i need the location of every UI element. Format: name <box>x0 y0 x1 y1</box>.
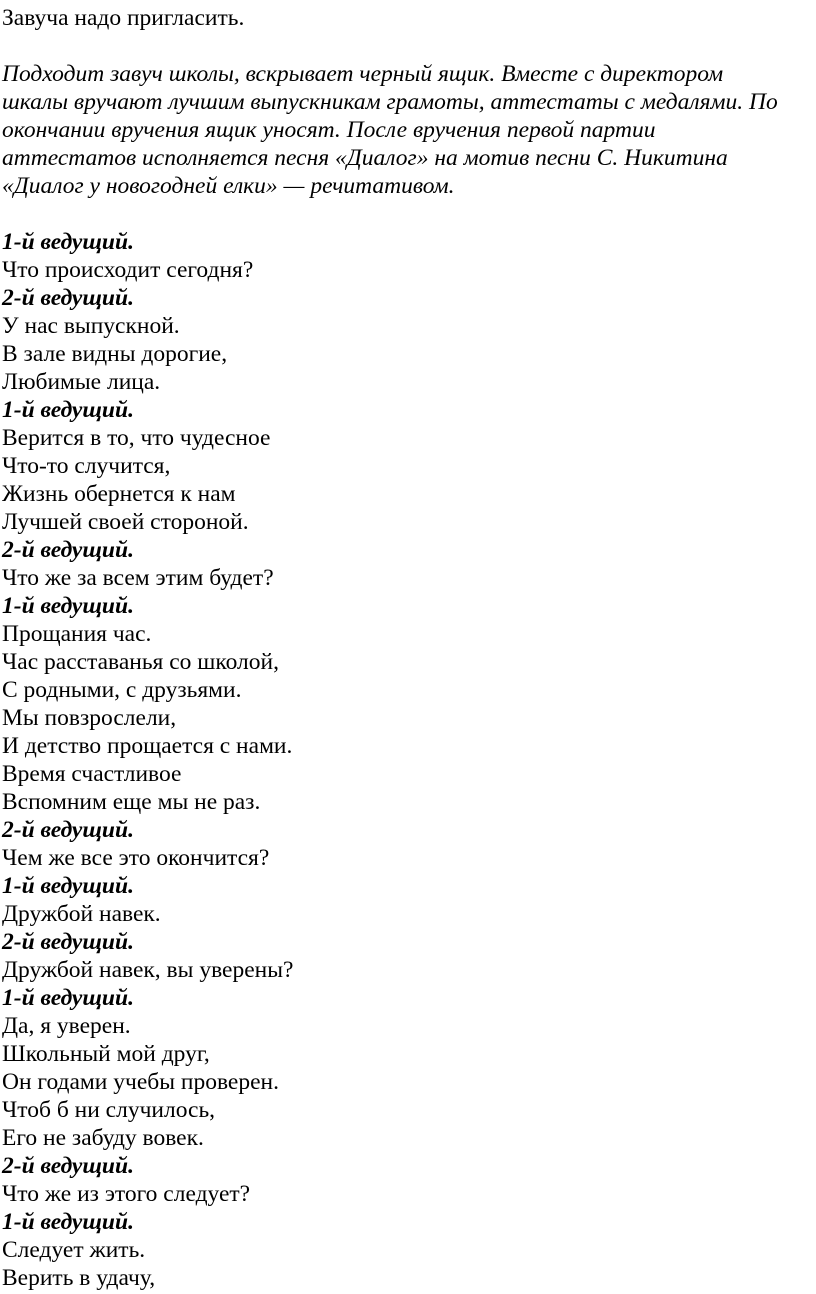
paragraph-gap <box>2 200 808 228</box>
dialogue-line: Вспомним еще мы не раз. <box>2 789 261 815</box>
dialogue-line: И детство прощается с нами. <box>2 733 293 759</box>
stage-direction-line: окончании вручения ящик уносят. После вручения первой партии <box>2 117 656 143</box>
dialogue-line: В зале видны дорогие, <box>2 341 228 367</box>
dialogue-line: Час расставанья со школой, <box>2 649 279 675</box>
dialogue-line: Жизнь обернется к нам <box>2 481 236 507</box>
speaker-label: 2-й ведущий. <box>2 1153 134 1179</box>
stage-direction <box>2 60 808 200</box>
dialogue-line: Его не забуду вовек. <box>2 1125 204 1151</box>
dialogue-line: Дружбой навек, вы уверены? <box>2 957 294 983</box>
dialogue-line: Что же из этого следует? <box>2 1181 251 1207</box>
dialogue-line: Что-то случится, <box>2 453 171 479</box>
dialogue-line: Верить в удачу, <box>2 1265 156 1291</box>
speaker-label: 2-й ведущий. <box>2 537 134 563</box>
speaker-label: 1-й ведущий. <box>2 593 134 619</box>
dialogue-line: Любимые лица. <box>2 369 161 395</box>
speaker-label: 1-й ведущий. <box>2 229 134 255</box>
dialogue-line: Мы повзрослели, <box>2 705 177 731</box>
stage-direction-line: аттестатов исполняется песня «Диалог» на мотив песни С. Никитина <box>2 145 728 171</box>
dialogue-line: С родными, с друзьями. <box>2 677 242 703</box>
dialogue-line: Верится в то, что чудесное <box>2 425 271 451</box>
dialogue-line: Чтоб б ни случилось, <box>2 1097 216 1123</box>
dialogue-line: Да, я уверен. <box>2 1013 131 1039</box>
dialogue-line: Лучшей своей стороной. <box>2 509 249 535</box>
speaker-label: 2-й ведущий. <box>2 817 134 843</box>
dialogue-line: Следует жить. <box>2 1237 146 1263</box>
speaker-label: 1-й ведущий. <box>2 985 134 1011</box>
paragraph-gap <box>2 32 808 60</box>
dialogue <box>2 228 808 1292</box>
speaker-label: 2-й ведущий. <box>2 929 134 955</box>
stage-direction-line: «Диалог у новогодней елки» — речитативом. <box>2 173 455 199</box>
dialogue-line: Чем же все это окончится? <box>2 845 270 871</box>
stage-direction-line: шкалы вручают лучшим выпускникам грамоты, аттестаты с медалями. По <box>2 89 778 115</box>
dialogue-line: Он годами учебы проверен. <box>2 1069 279 1095</box>
dialogue-line: Прощания час. <box>2 621 152 647</box>
speaker-label: 1-й ведущий. <box>2 873 134 899</box>
speaker-label: 1-й ведущий. <box>2 397 134 423</box>
stage-direction-line: Подходит завуч школы, вскрывает черный ящик. Вместе с директором <box>2 61 724 87</box>
intro-line: Завуча надо пригласить. <box>2 5 245 31</box>
dialogue-line: Дружбой навек. <box>2 901 161 927</box>
dialogue-line: Школьный мой друг, <box>2 1041 210 1067</box>
dialogue-line: Что же за всем этим будет? <box>2 565 274 591</box>
dialogue-line: У нас выпускной. <box>2 313 180 339</box>
dialogue-line: Что происходит сегодня? <box>2 257 254 283</box>
speaker-label: 1-й ведущий. <box>2 1209 134 1235</box>
dialogue-line: Время счастливое <box>2 761 182 787</box>
speaker-label: 2-й ведущий. <box>2 285 134 311</box>
